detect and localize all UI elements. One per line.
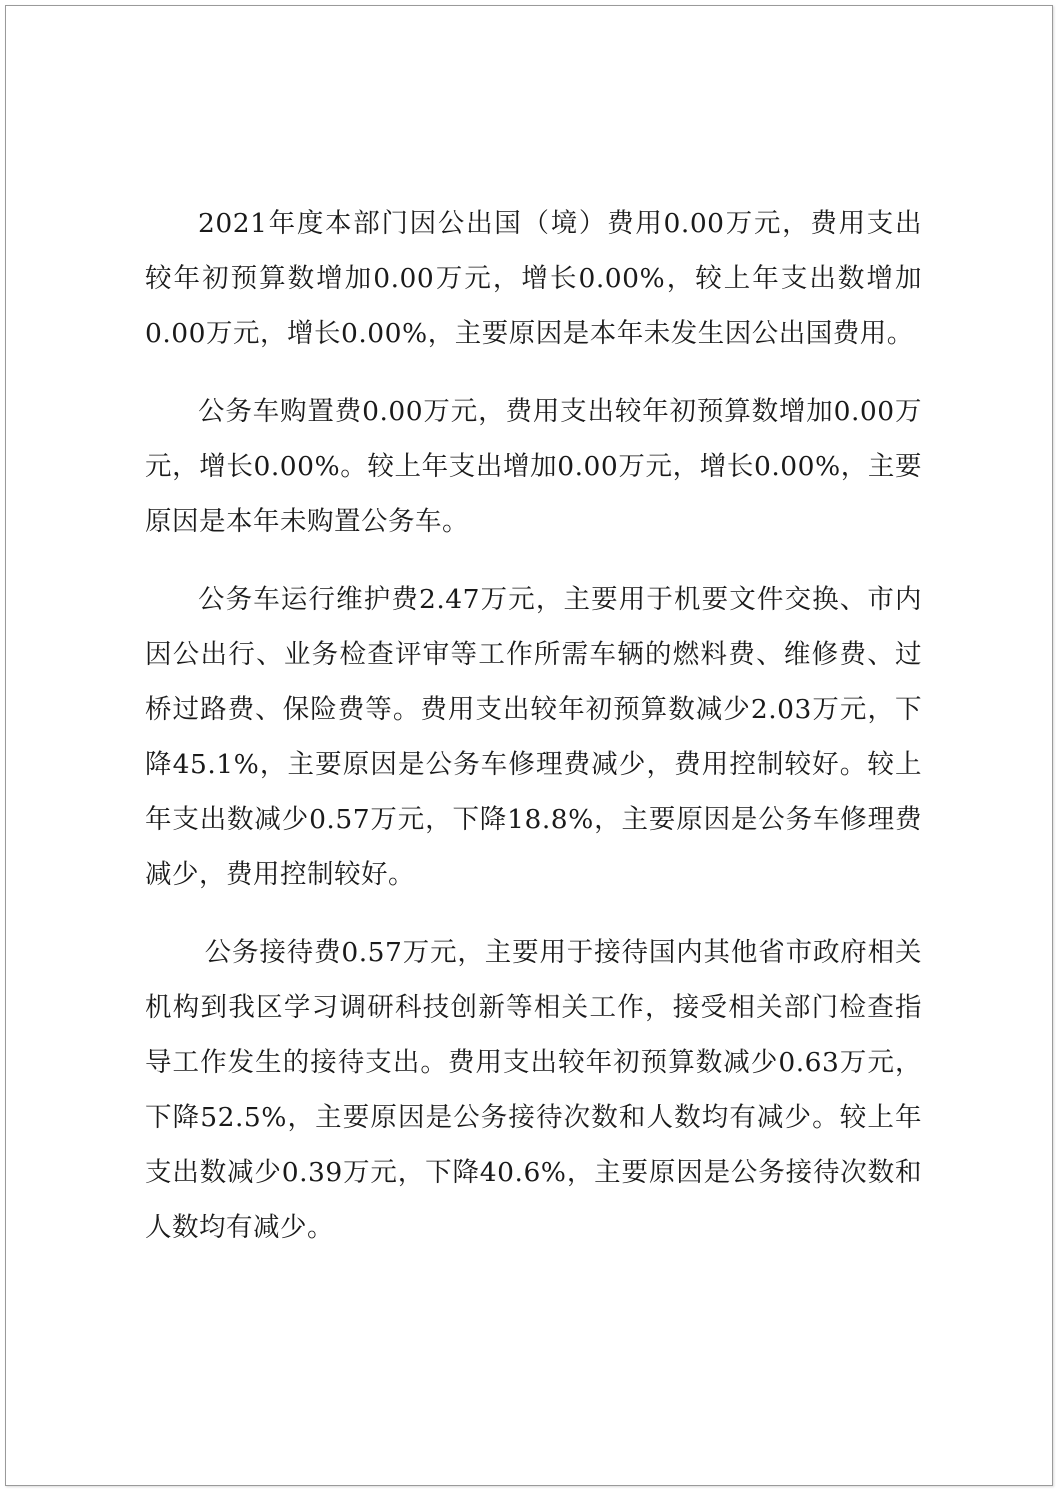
paragraph-overseas-travel: 2021年度本部门因公出国（境）费用0.00万元，费用支出较年初预算数增加0.00万元，增长0.00%，较上年支出数增加0.00万元，增长0.00%，主要原因是本年未发生因公出国费用。: [145, 208, 922, 349]
paragraph-vehicle-maintenance: 公务车运行维护费2.47万元，主要用于机要文件交换、市内因公出行、业务检查评审等工作所需车辆的燃料费、维修费、过桥过路费、保险费等。费用支出较年初预算数减少2.03万元，下降45.1%，主要原因是公务车修理费减少，费用控制较好。较上年支出数减少0.57万元，下降18.8%，主要原因是公务车修理费减少，费用控制较好。: [145, 584, 922, 890]
document-body: [145, 196, 922, 1255]
paragraph-vehicle-purchase: 公务车购置费0.00万元，费用支出较年初预算数增加0.00万元，增长0.00%。较上年支出增加0.00万元，增长0.00%，主要原因是本年未购置公务车。: [145, 396, 922, 537]
document-page: [5, 5, 1053, 1486]
paragraph-reception: 公务接待费0.57万元，主要用于接待国内其他省市政府相关机构到我区学习调研科技创新等相关工作，接受相关部门检查指导工作发生的接待支出。费用支出较年初预算数减少0.63万元，下降52.5%，主要原因是公务接待次数和人数均有减少。较上年支出数减少0.39万元，下降40.6%，主要原因是公务接待次数和人数均有减少。: [145, 937, 922, 1243]
